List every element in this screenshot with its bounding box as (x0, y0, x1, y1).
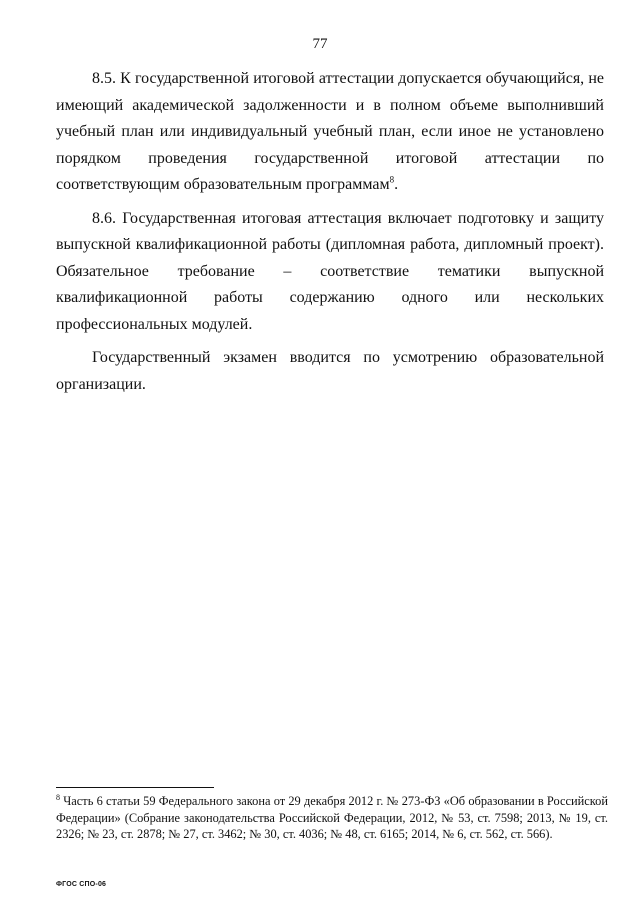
document-code: ФГОС СПО-06 (56, 881, 107, 888)
paragraph-state-exam: Государственный экзамен вводится по усмотрению образовательной организации. (56, 349, 604, 393)
paragraph-text: 8.5. К государственной итоговой аттестации допускается обучающийся, не имеющий академической задолженности и в полном объеме выполнивший учебный план или индивидуальный учебный план, если иное не установлено порядком проведения государственной итоговой аттестации по соответствующим образовательным программам (56, 70, 604, 193)
footnote-reference[interactable]: 8 (389, 174, 395, 185)
body-text (56, 66, 604, 405)
paragraph-8-6: 8.6. Государственная итоговая аттестация включает подготовку и защиту выпускной квалификационной работы (дипломная работа, дипломный проект). Обязательное требование – соответствие тематики выпускной квалификационной работы содержанию одного или нескольких профессиональных модулей. (56, 209, 604, 333)
paragraph-8-5 (56, 66, 604, 199)
footnote-number: 8 (56, 792, 60, 802)
page-number: 77 (312, 36, 328, 52)
footnote (56, 793, 608, 843)
paragraph-end: . (394, 176, 399, 193)
footnote-text: Часть 6 статьи 59 Федерального закона от 29 декабря 2012 г. № 273-ФЗ «Об образовании в Российской Федерации» (Собрание законодательства Российской Федерации, 2012, № 53, ст. 7598; 2013, № 19, ст. 2326; № 23, ст. 2878; № 27, ст. 3462; № 30, ст. 4036; № 48, ст. 6165; 2014, № 6, ст. 562, ст. 566). (56, 794, 608, 841)
footnote-separator (56, 787, 214, 788)
